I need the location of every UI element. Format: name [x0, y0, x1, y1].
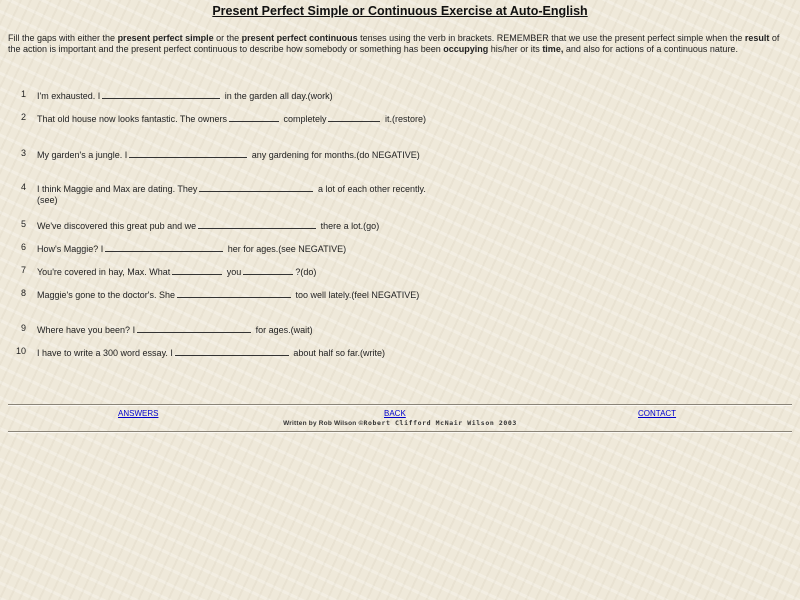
question-text: there a lot.(go): [318, 221, 380, 231]
question-text: That old house now looks fantastic. The owners: [37, 114, 227, 124]
question-text: We've discovered this great pub and we: [37, 221, 197, 231]
credit-text: Written by Rob Wilson ©: [283, 420, 364, 427]
question-text: My garden's a jungle. I: [37, 150, 128, 160]
question-text: it.(restore): [382, 114, 426, 124]
question-text: I think Maggie and Max are dating. They: [37, 184, 198, 194]
question-item: [10, 288, 437, 301]
question-text: I'm exhausted. I: [37, 91, 101, 101]
answer-gap: [172, 265, 222, 275]
answer-gap: [177, 288, 291, 298]
question-number: 5: [20, 219, 26, 229]
intro-text-3: tenses using the verb in brackets. REMEMBER that we use the present perfect simple when the: [357, 33, 745, 43]
author-signature: Robert Clifford McNair Wilson 2003: [363, 419, 517, 427]
question-number: 8: [20, 288, 26, 298]
question-item: [10, 346, 437, 359]
question-text: I have to write a 300 word essay. I: [37, 348, 173, 358]
question-text: completely: [280, 114, 327, 124]
instructions: [8, 33, 788, 55]
question-item: [10, 323, 437, 336]
question-item: [10, 242, 437, 255]
answer-gap: [175, 346, 289, 356]
question-number: 6: [20, 242, 26, 252]
intro-text-5: his/her or its: [488, 44, 543, 54]
answers-link[interactable]: ANSWERS: [118, 409, 159, 418]
intro-bold-continuous: present perfect continuous: [241, 33, 358, 43]
intro-bold-occupying: occupying: [443, 44, 489, 54]
question-item: [10, 265, 437, 278]
question-text: her for ages.(see NEGATIVE): [225, 244, 347, 254]
question-text: in the garden all day.(work): [222, 91, 333, 101]
footer-divider-top: [8, 404, 792, 406]
question-text: How's Maggie? I: [37, 244, 104, 254]
question-text: you: [224, 267, 242, 277]
answer-gap: [102, 89, 220, 99]
question-number: 7: [20, 265, 26, 275]
question-item: [10, 89, 437, 102]
question-text: You're covered in hay, Max. What: [37, 267, 171, 277]
question-item: [10, 219, 437, 232]
answer-gap: [198, 219, 316, 229]
page-title: Present Perfect Simple or Continuous Exercise at Auto-English: [212, 4, 588, 18]
answer-gap: [229, 112, 279, 122]
footer-divider-bottom: [8, 431, 792, 433]
back-link[interactable]: BACK: [384, 409, 406, 418]
intro-bold-result: result: [744, 33, 770, 43]
credit-line: [0, 419, 800, 427]
question-item: [10, 182, 437, 206]
question-text: ?(do): [295, 267, 317, 277]
question-number: 4: [20, 182, 26, 192]
answer-gap: [105, 242, 223, 252]
question-text: too well lately.(feel NEGATIVE): [293, 290, 420, 300]
question-text: Where have you been? I: [37, 325, 136, 335]
contact-link[interactable]: CONTACT: [638, 409, 677, 418]
intro-text-4: of the action is important and the present perfect continuous to describe how somebody or something has been: [8, 33, 780, 54]
question-item: [10, 112, 437, 125]
question-text: Maggie's gone to the doctor's. She: [37, 290, 176, 300]
intro-bold-simple: present perfect simple: [117, 33, 214, 43]
intro-bold-time: time,: [542, 44, 564, 54]
intro-text-6: and also for actions of a continuous nature.: [563, 44, 738, 54]
answer-gap: [243, 265, 293, 275]
question-number: 1: [20, 89, 26, 99]
question-text: any gardening for months.(do NEGATIVE): [249, 150, 420, 160]
answer-gap: [129, 148, 247, 158]
answer-gap: [137, 323, 251, 333]
intro-text-2: or the: [213, 33, 242, 43]
question-item: [10, 148, 437, 161]
question-number: 3: [20, 148, 26, 158]
answer-gap: [199, 182, 313, 192]
question-text: for ages.(wait): [253, 325, 313, 335]
question-text: about half so far.(write): [290, 348, 385, 358]
intro-text-1: Fill the gaps with either the: [8, 33, 118, 43]
answer-gap: [328, 112, 380, 122]
question-text: a lot of each other recently.(see): [37, 184, 426, 205]
question-number: 10: [15, 346, 26, 356]
question-number: 2: [20, 112, 26, 122]
question-number: 9: [20, 323, 26, 333]
